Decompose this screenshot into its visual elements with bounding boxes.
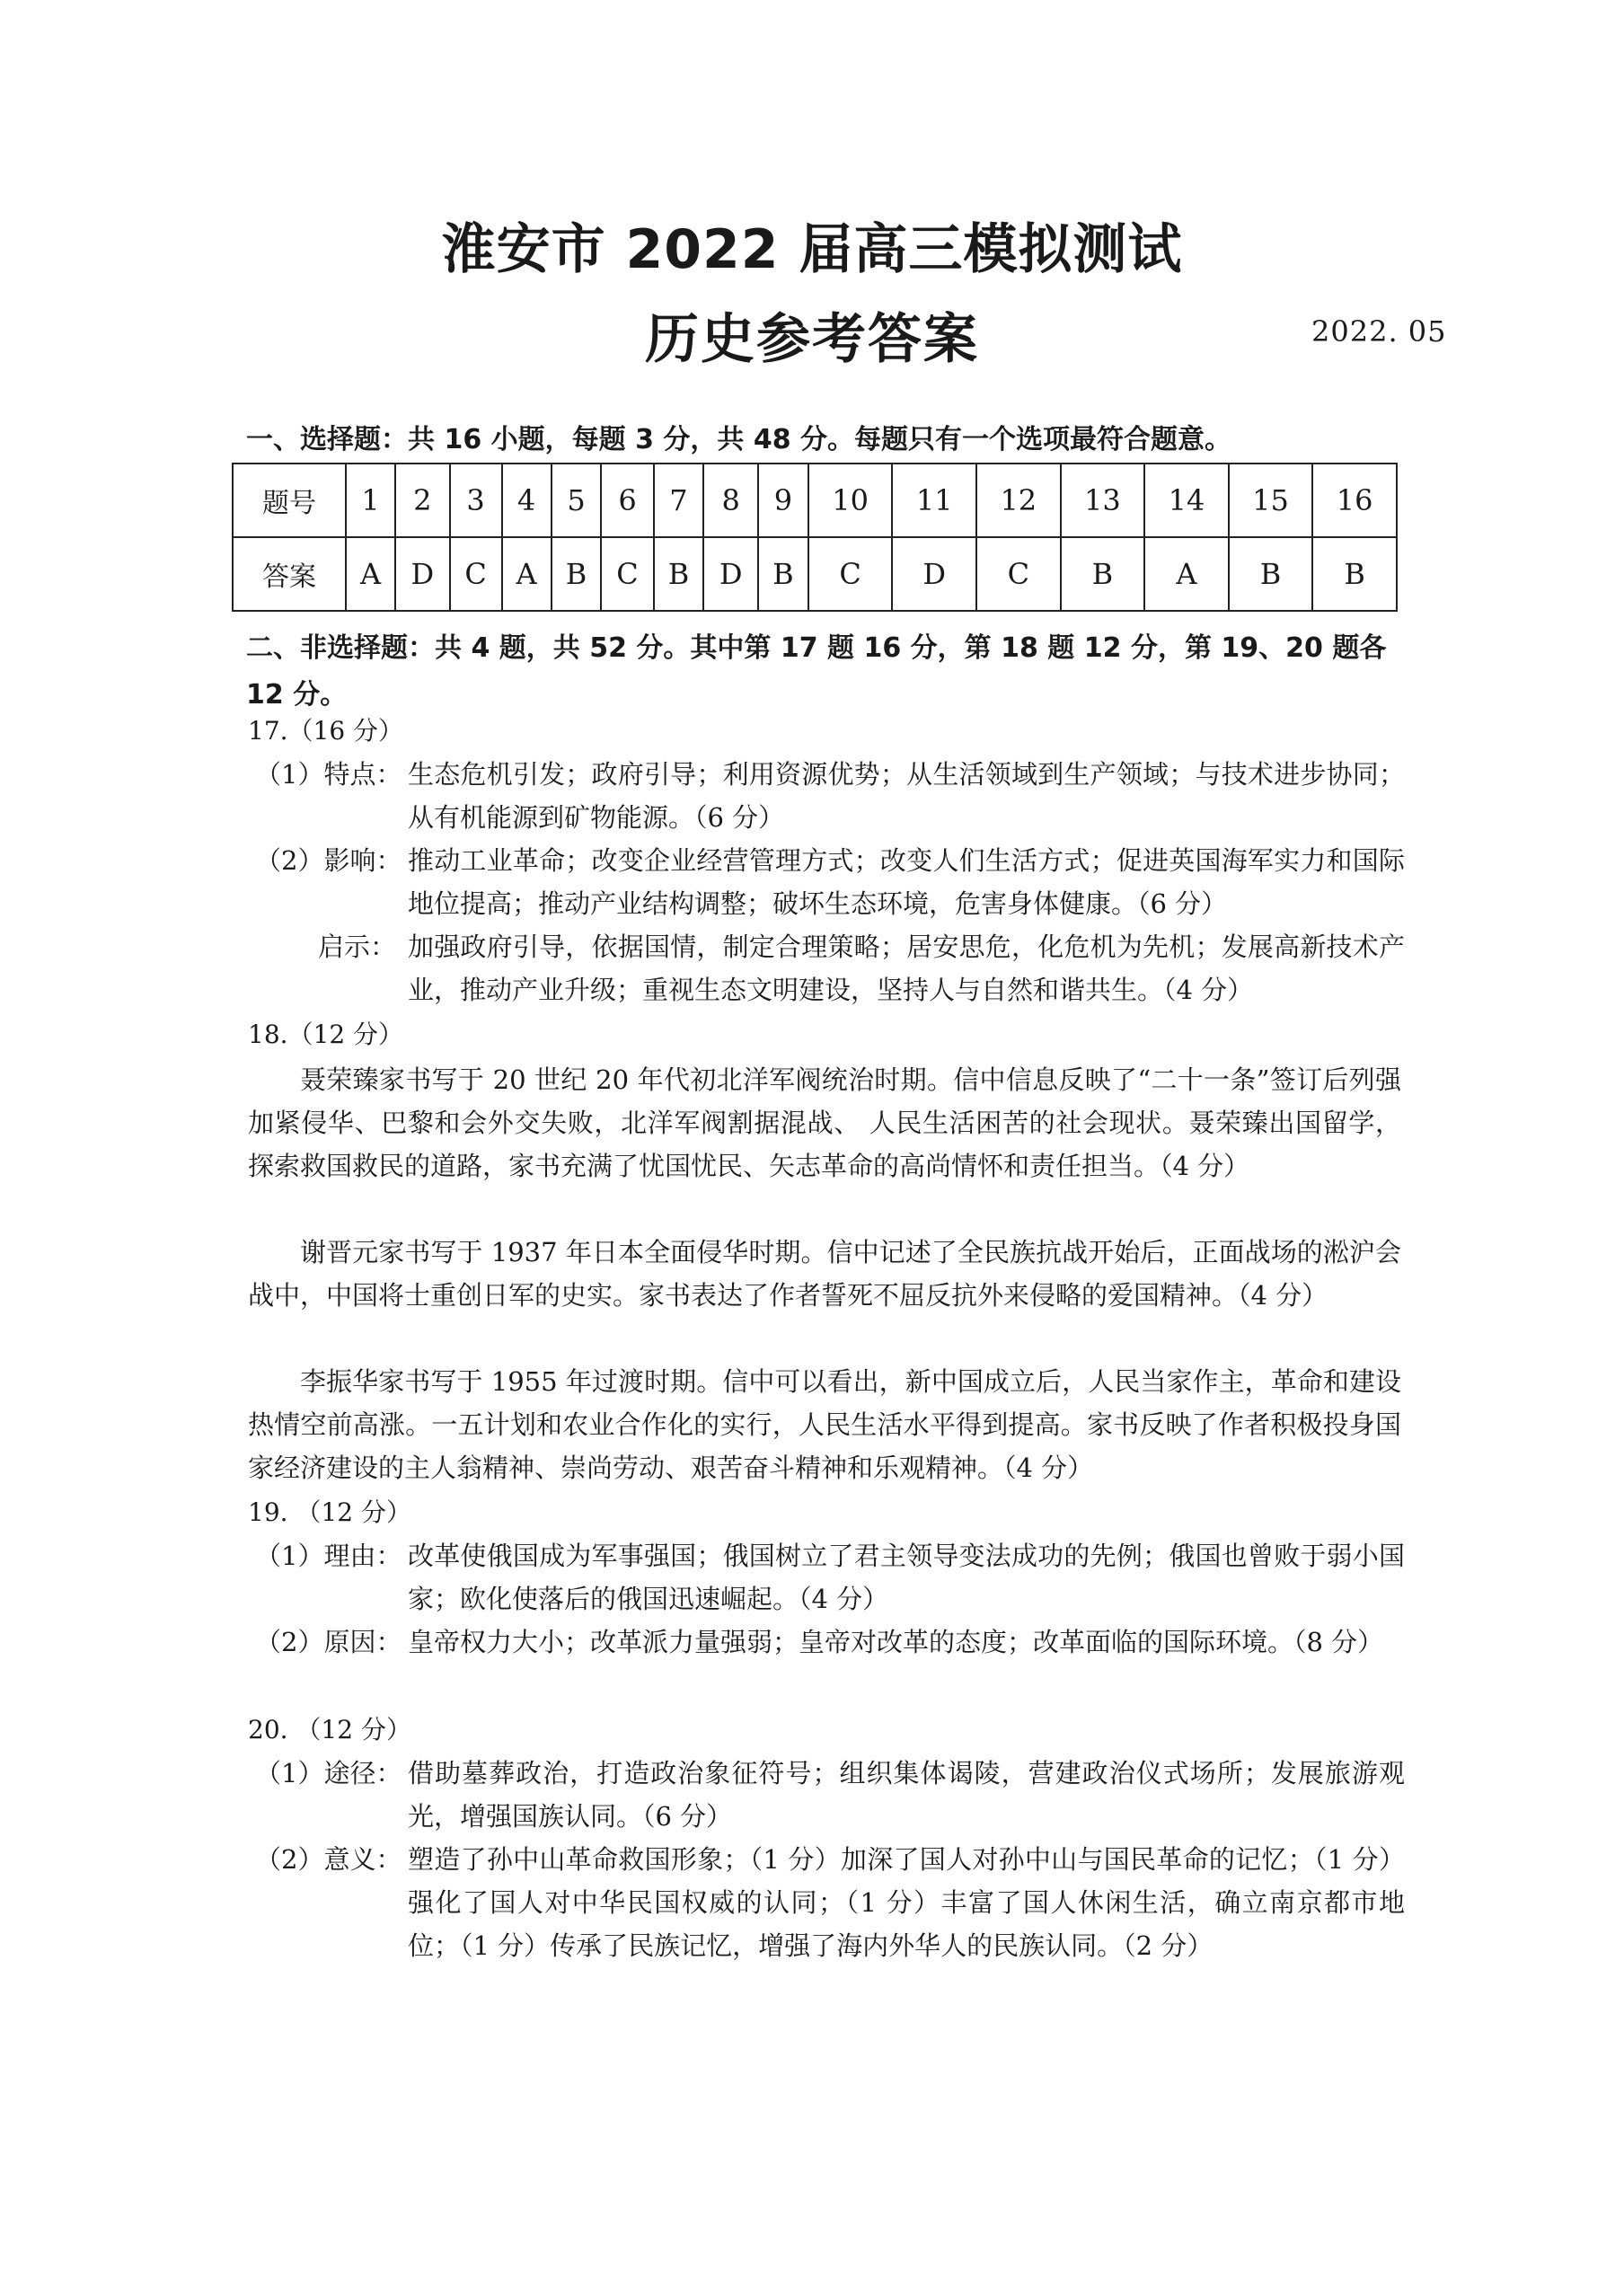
q20-part1-text: 借助墓葬政治，打造政治象征符号；组织集体谒陵，营建政治仪式场所；发展旅游观光，增强国族认同。（6 分） (408, 1758, 1405, 1832)
question-number-cell: 8 (703, 464, 758, 537)
q20-part2-label: （2）意义： (255, 1844, 402, 1875)
question-number-cell: 1 (346, 464, 395, 537)
q19-part2-text: 皇帝权力大小；改革派力量强弱；皇帝对改革的态度；改革面临的国际环境。（8 分） (408, 1627, 1384, 1657)
answer-table-answer-row (233, 537, 1397, 611)
answer-cell: B (1229, 537, 1313, 611)
page-title: 淮安市 2022 届高三模拟测试 (441, 218, 1183, 281)
q19-part1-label: （1）理由： (255, 1541, 402, 1571)
answer-cell: B (552, 537, 602, 611)
question-number-cell: 16 (1312, 464, 1397, 537)
q18-paragraph-2: 谢晋元家书写于 1937 年日本全面侵华时期。信中记述了全民族抗战开始后，正面战场的淞沪会战中，中国将士重创日军的史实。家书表达了作者誓死不屈反抗外来侵略的爱国精神。（4 分） (248, 1237, 1401, 1311)
question-number-cell: 4 (502, 464, 552, 537)
answer-cell: C (601, 537, 653, 611)
q20-part1-label: （1）途径： (255, 1758, 402, 1788)
question-number-cell: 2 (395, 464, 450, 537)
answer-cell: C (808, 537, 893, 611)
answer-table (232, 463, 1398, 612)
q18-paragraph-3: 李振华家书写于 1955 年过渡时期。信中可以看出，新中国成立后，人民当家作主，革命和建设热情空前高涨。一五计划和农业合作化的实行，人民生活水平得到提高。家书反映了作者积极投身国家经济建设的主人翁精神、崇尚劳动、艰苦奋斗精神和乐观精神。（4 分） (248, 1366, 1401, 1483)
q17-number: 17.（16 分） (248, 716, 404, 746)
question-number-cell: 7 (654, 464, 704, 537)
q17-part2-text: 推动工业革命；改变企业经营管理方式；改变人们生活方式；促进英国海军实力和国际地位提高；推动产业结构调整；破坏生态环境，危害身体健康。（6 分） (408, 845, 1405, 919)
q18-paragraph-1: 聂荣臻家书写于 20 世纪 20 年代初北洋军阀统治时期。信中信息反映了“二十一条”签订后列强加紧侵华、巴黎和会外交失败，北洋军阀割据混战、 人民生活困苦的社会现状。聂荣臻出国留学，探索救国救民的道路，家书充满了忧国忧民、矢志革命的高尚情怀和责任担当。（4 分） (248, 1064, 1401, 1181)
question-number-cell: 5 (552, 464, 602, 537)
question-number-cell: 14 (1144, 464, 1229, 537)
answer-cell: D (395, 537, 450, 611)
question-number-cell: 6 (601, 464, 653, 537)
answer-cell: A (502, 537, 552, 611)
question-number-cell: 3 (450, 464, 502, 537)
answer-cell: B (1312, 537, 1397, 611)
answer-cell: D (892, 537, 976, 611)
q17-part2-label: （2）影响： (255, 845, 402, 876)
exam-date: 2022. 05 (1311, 314, 1447, 349)
row-label-answer: 答案 (233, 537, 346, 611)
q17-part1-label: （1）特点： (255, 759, 402, 790)
q19-number: 19. （12 分） (248, 1497, 411, 1527)
answer-cell: C (450, 537, 502, 611)
question-number-cell: 13 (1061, 464, 1145, 537)
q19-part2-label: （2）原因： (255, 1627, 402, 1657)
q17-part3-text: 加强政府引导，依据国情，制定合理策略；居安思危，化危机为先机；发展高新技术产业，推动产业升级；重视生态文明建设，坚持人与自然和谐共生。（4 分） (408, 932, 1405, 1005)
row-label-number: 题号 (233, 464, 346, 537)
question-number-cell: 9 (758, 464, 808, 537)
page-subtitle: 历史参考答案 (645, 308, 979, 371)
q18-number: 18.（12 分） (248, 1020, 404, 1049)
section1-heading: 一、选择题：共 16 小题，每题 3 分，共 48 分。每题只有一个选项最符合题意。 (246, 424, 1232, 455)
question-number-cell: 11 (892, 464, 976, 537)
answer-cell: C (976, 537, 1061, 611)
section2-heading: 二、非选择题：共 4 题，共 52 分。其中第 17 题 16 分，第 18 题 12 分，第 19、20 题各 12 分。 (246, 632, 1387, 711)
q19-part1-text: 改革使俄国成为军事强国；俄国树立了君主领导变法成功的先例；俄国也曾败于弱小国家；欧化使落后的俄国迅速崛起。（4 分） (408, 1541, 1405, 1614)
q17-part1-text: 生态危机引发；政府引导；利用资源优势；从生活领域到生产领域；与技术进步协同；从有机能源到矿物能源。（6 分） (408, 759, 1405, 833)
q17-part3-label: 启示： (318, 932, 397, 962)
answer-cell: B (758, 537, 808, 611)
answer-cell: D (703, 537, 758, 611)
q20-number: 20. （12 分） (248, 1715, 411, 1744)
question-number-cell: 10 (808, 464, 893, 537)
question-number-cell: 15 (1229, 464, 1313, 537)
answer-cell: B (654, 537, 704, 611)
answer-table-number-row (233, 464, 1397, 537)
q20-part2-text: 塑造了孙中山革命救国形象；（1 分）加深了国人对孙中山与国民革命的记忆；（1 分）强化了国人对中华民国权威的认同；（1 分）丰富了国人休闲生活，确立南京都市地位；（1 分）传承了民族记忆，增强了海内外华人的民族认同。（2 分） (408, 1844, 1405, 1961)
answer-cell: A (1144, 537, 1229, 611)
answer-cell: A (346, 537, 395, 611)
answer-cell: B (1061, 537, 1145, 611)
question-number-cell: 12 (976, 464, 1061, 537)
